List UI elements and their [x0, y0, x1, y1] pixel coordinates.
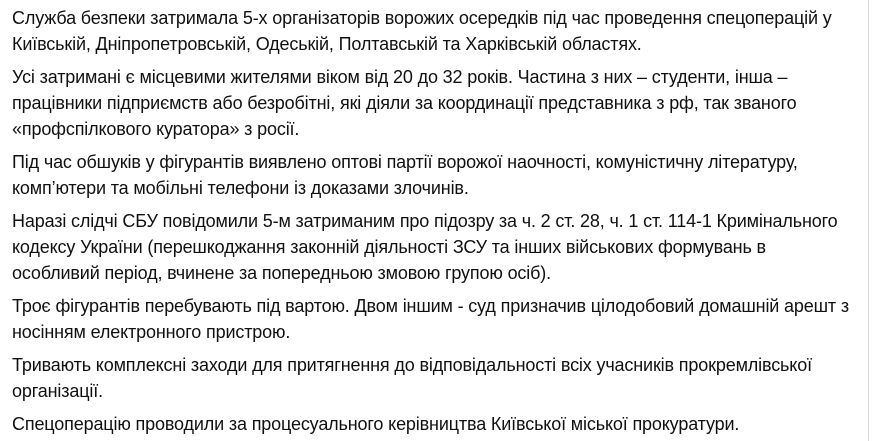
article-paragraph: Троє фігурантів перебувають під вартою. Двом іншим - суд призначив цілодобовий домашній арешт з носінням електронного пристрою. — [12, 296, 849, 342]
article-paragraph: Спецоперацію проводили за процесуального керівництва Київської міської прокуратури. — [12, 414, 740, 434]
article-paragraph: Усі затримані є місцевими жителями віком від 20 до 32 років. Частина з них – студенти, інша – працівники підприємств або безробітні, які діяли за координації представника з рф, так званого «профспілкового куратора» з росії. — [12, 67, 797, 139]
article-paragraph: Служба безпеки затримала 5-х організаторів ворожих осередків під час проведення спецоперацій у Київській, Дніпропетровській, Одеській, Полтавській та Харківській областях. — [12, 8, 832, 54]
article-paragraph: Тривають комплексні заходи для притягнення до відповідальності всіх учасників прокремлівської організації. — [12, 355, 812, 401]
article-paragraph: Наразі слідчі СБУ повідомили 5-м затриманим про підозру за ч. 2 ст. 28, ч. 1 ст. 114-1 Кримінального кодексу України (перешкоджання законній діяльності ЗСУ та інших військових формувань в особливий період, вчинене за попередньою змовою групою осіб). — [12, 211, 838, 283]
article-paragraph: Під час обшуків у фігурантів виявлено оптові партії ворожої наочності, комуністичну літературу, комп’ютери та мобільні телефони із доказами злочинів. — [12, 152, 798, 198]
